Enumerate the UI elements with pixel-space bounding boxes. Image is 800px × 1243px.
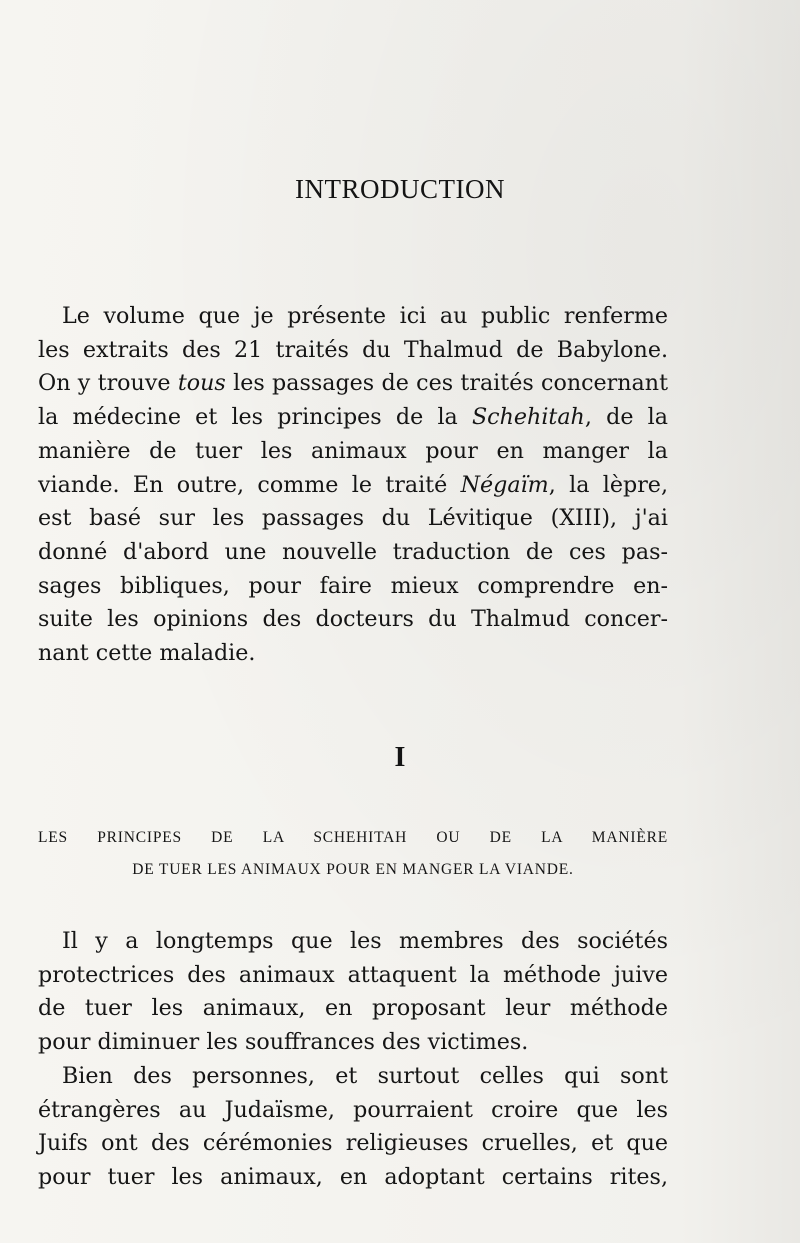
- text-run: On y trouve: [38, 370, 178, 397]
- text-run: Juifs ont des cérémonies religieuses cruelles, et que: [38, 1130, 668, 1157]
- text-run: de tuer les animaux, en proposant leur méthode: [38, 995, 668, 1022]
- text-line: [38, 1127, 668, 1161]
- text-run: les passages de ces traités concernant: [225, 370, 668, 397]
- text-line: [38, 1161, 668, 1195]
- section-heading: [38, 822, 668, 886]
- text-run: pour diminuer les souffrances des victimes.: [38, 1029, 529, 1056]
- text-line: [38, 536, 668, 570]
- intro-paragraph: [38, 300, 668, 671]
- text-line: [38, 300, 668, 334]
- text-line: [38, 1060, 668, 1094]
- text-line: [38, 992, 668, 1026]
- chapter-title: INTRODUCTION: [295, 174, 505, 204]
- text-line: [38, 401, 668, 435]
- text-run: Bien des personnes, et surtout celles qui sont: [62, 1063, 668, 1089]
- italic-term: Négaïm: [460, 471, 549, 498]
- text-line: [38, 334, 668, 368]
- text-run: Il y a longtemps que les membres des sociétés: [62, 928, 668, 954]
- text-line: [38, 959, 668, 993]
- text-run: est basé sur les passages du Lévitique (XIII), j'ai: [38, 505, 668, 532]
- body-paragraph-2: [38, 1060, 668, 1195]
- text-line: [38, 367, 668, 401]
- text-line: [38, 1026, 668, 1060]
- text-line: [38, 925, 668, 959]
- section-number: I: [394, 742, 406, 773]
- text-run: la médecine et les principes de la: [38, 404, 472, 431]
- text-line: [38, 570, 668, 604]
- section-heading-line-1: LES PRINCIPES DE LA SCHEHITAH OU DE LA MANIÈRE: [38, 829, 668, 846]
- text-run: protectrices des animaux attaquent la méthode juive: [38, 961, 668, 988]
- section-heading-line-2: DE TUER LES ANIMAUX POUR EN MANGER LA VIANDE.: [132, 861, 574, 878]
- text-line: [38, 603, 668, 637]
- italic-term: Schehitah: [471, 404, 585, 431]
- italic-term: tous: [177, 370, 226, 397]
- text-line: [38, 502, 668, 536]
- text-run: donné d'abord une nouvelle traduction de ces pas-: [38, 538, 668, 565]
- text-run: étrangères au Judaïsme, pourraient croire que les: [38, 1096, 668, 1123]
- text-line: [38, 1094, 668, 1128]
- text-run: Le volume que je présente ici au public renferme: [62, 303, 668, 329]
- text-line: [38, 469, 668, 503]
- text-run: pour tuer les animaux, en adoptant certains rites,: [38, 1164, 668, 1191]
- text-line: [38, 637, 668, 671]
- text-run: , la lèpre,: [548, 471, 668, 498]
- body-paragraph-1: [38, 925, 668, 1060]
- text-run: , de la: [584, 404, 668, 431]
- text-run: les extraits des 21 traités du Thalmud de Babylone.: [38, 336, 668, 363]
- text-run: nant cette maladie.: [38, 640, 256, 667]
- text-run: sages bibliques, pour faire mieux comprendre en-: [38, 572, 668, 599]
- text-run: viande. En outre, comme le traité: [38, 471, 461, 498]
- text-line: [38, 435, 668, 469]
- text-run: manière de tuer les animaux pour en manger la: [38, 437, 668, 464]
- text-run: suite les opinions des docteurs du Thalmud concer-: [38, 606, 668, 633]
